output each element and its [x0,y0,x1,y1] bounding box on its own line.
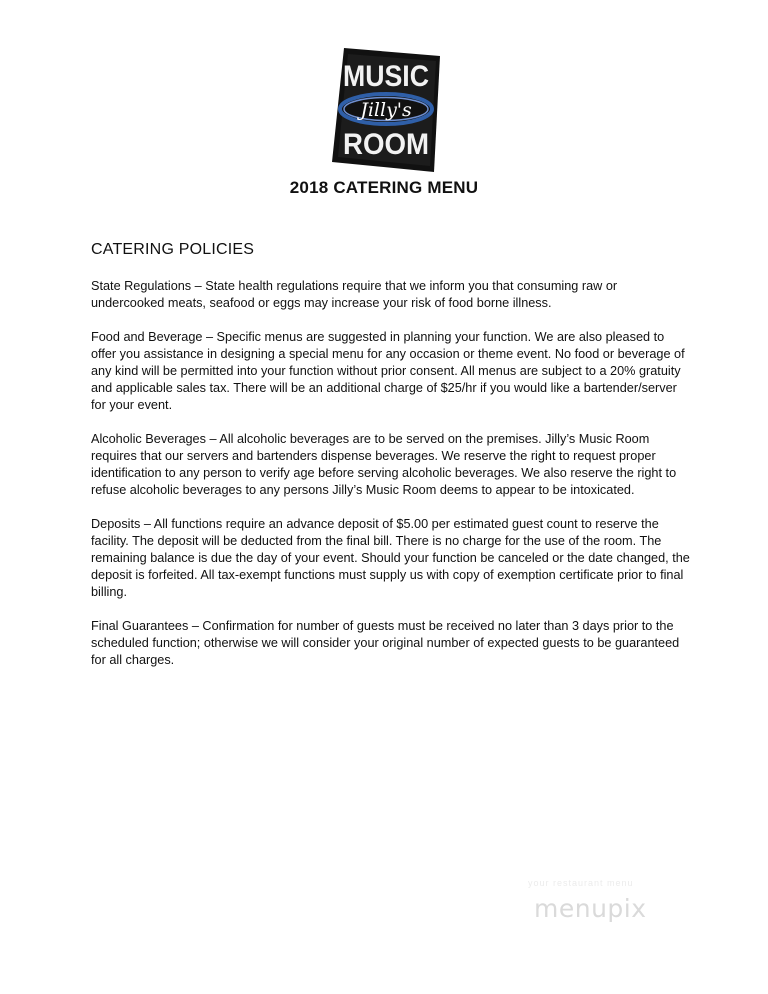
music-room-logo-graphic [330,46,442,174]
policies-list [91,278,691,686]
policy-alcoholic-beverages: Alcoholic Beverages – All alcoholic beverages are to be served on the premises. Jilly’s Music Room requires that our servers and bartenders dispense beverages. We reserve the right to request proper identification to any person to verify age before serving alcoholic beverages. We also reserve the right to refuse alcoholic beverages to any persons Jilly’s Music Room deems to appear to be intoxicated. [91,432,677,497]
policy-deposits: Deposits – All functions require an advance deposit of $5.00 per estimated guest count to reserve the facility. The deposit will be deducted from the final bill. There is no charge for the use of the room. The remaining balance is due the day of your event. Should your function be canceled or the date changed, the deposit is forfeited. All tax-exempt functions must supply us with copy of exemption certificate prior to final billing. [91,517,690,599]
policy-final-guarantees: Final Guarantees – Confirmation for number of guests must be received no later than 3 days prior to the scheduled function; otherwise we will consider your original number of expected guests to be guaranteed for all charges. [91,619,680,667]
music-room-logo [330,46,442,174]
logo-word-music: MUSIC [343,60,429,93]
watermark-tagline: your restaurant menu [528,878,634,888]
logo-word-jillys: Jilly's [360,99,412,121]
logo-word-room: ROOM [343,128,429,161]
section-heading: CATERING POLICIES [91,241,255,258]
policy-state-regulations: State Regulations – State health regulations require that we inform you that consuming raw or undercooked meats, seafood or eggs may increase your risk of food borne illness. [91,279,618,310]
watermark-brand: menupix [534,894,647,923]
policy-food-and-beverage: Food and Beverage – Specific menus are suggested in planning your function. We are also pleased to offer you assistance in designing a special menu for any occasion or theme event. No food or beverage of any kind will be permitted into your function without prior consent. All menus are subject to a 20% gratuity and applicable sales tax. There will be an additional charge of $25/hr if you would like a bartender/server for your event. [91,330,685,412]
page-title: 2018 CATERING MENU [289,178,479,197]
menupix-watermark [524,874,694,934]
